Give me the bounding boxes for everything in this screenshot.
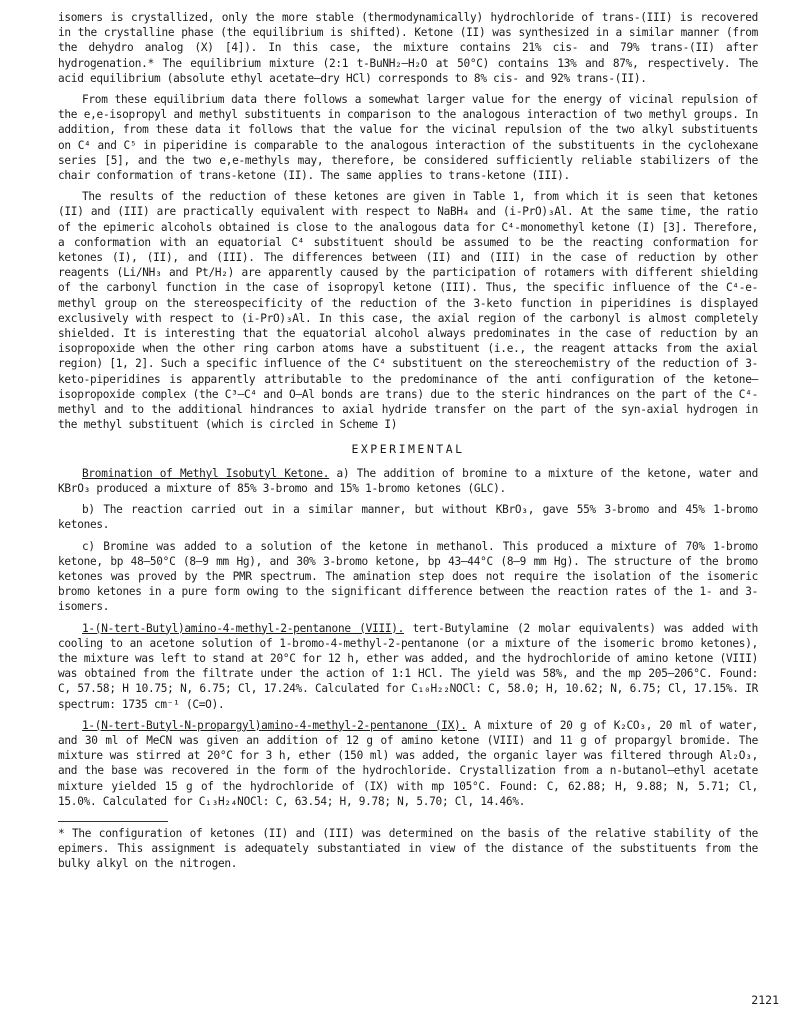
compound-viii-text: tert-Butylamine (2 molar equivalents) was added with cooling to an acetone solution of 1-bromo-4-methyl-2-pentanone (or a mixture of the isomeric bromo ketones), the mixture was left to stand at 20°C for 12 h, ether was added, and the hydrochloride of amino ketone (VIII) was obtained from the filtrate under the action of 1:1 HCl. The yield was 58%, and the mp 205–206°C. Found: C, 57.58; H 10.75; N, 6.75; Cl, 17.24%. Calculated for C₁₀H₂₂NOCl: C, 58.0; H, 10.62; N, 6.75; Cl, 17.15%. IR spectrum: 1735 cm⁻¹ (C=O).	[58, 621, 758, 711]
paragraph-compound-ix	[58, 718, 758, 809]
footnote-text: * The configuration of ketones (II) and (III) was determined on the basis of the relative stability of the epimers. This assignment is adequately substantiated in view of the distance of the substituents from the bulky alkyl on the nitrogen.	[58, 826, 758, 871]
compound-ix-text: A mixture of 20 g of K₂CO₃, 20 ml of water, and 30 ml of MeCN was given an addition of 12 g of amino ketone (VIII) and 11 g of propargyl bromide. The mixture was stirred at 20°C for 3 h, ether (150 ml) was added, the organic layer was filtered through Al₂O₃, and the base was recovered in the form of the hydrochloride. Crystallization from a n-butanol–ethyl acetate mixture yielded 15 g of the hydrochloride of (IX) with mp 105°C. Found: C, 62.88; H, 9.88; N, 5.71; Cl, 15.0%. Calculated for C₁₃H₂₄NOCl: C, 63.54; H, 9.78; N, 5.70; Cl, 14.46%.	[58, 718, 758, 808]
paragraph-equilibrium: isomers is crystallized, only the more stable (thermodynamically) hydrochloride of trans-(III) is recovered in the crystalline phase (the equilibrium is shifted). Ketone (II) was synthesized in a similar manner (from the dehydro analog (X) [4]). In this case, the mixture contains 21% cis- and 79% trans-(II) after hydrogenation.* The equilibrium mixture (2:1 t-BuNH₂–H₂O at 50°C) contains 13% and 87%, respectively. The acid equilibrium (absolute ethyl acetate–dry HCl) corresponds to 8% cis- and 92% trans-(II).	[58, 11, 758, 85]
compound-ix-title: 1-(N-tert-Butyl-N-propargyl)amino-4-methyl-2-pentanone (IX).	[82, 718, 467, 732]
paragraph-bromination-a	[58, 466, 758, 496]
compound-viii-title: 1-(N-tert-Butyl)amino-4-methyl-2-pentanone (VIII).	[82, 621, 405, 635]
paragraph-bromination-b: b) The reaction carried out in a similar manner, but without KBrO₃, gave 55% 3-bromo and 45% 1-bromo ketones.	[58, 503, 758, 532]
paragraph-reduction-results: The results of the reduction of these ketones are given in Table 1, from which it is seen that ketones (II) and (III) are practically equivalent with respect to NaBH₄ and (i-PrO)₃Al. At the same time, the ratio of the epimeric alcohols obtained is close to the analogous data for C⁴-monomethyl ketone (I) [3]. Therefore, a conformation with an equatorial C⁴ substituent should be assumed to be the reacting conformation for ketones (I), (II), and (III). The differences between (II) and (III) in the case of reduction by other reagents (Li/NH₃ and Pt/H₂) are apparently caused by the participation of rotamers with different shielding of the carbonyl function in the case of isopropyl ketone (III). Thus, the specific influence of the C⁴-e-methyl group on the stereospecificity of the reduction of the 3-keto function in piperidines is displayed exclusively with respect to (i-PrO)₃Al. In this case, the axial region of the carbonyl is almost completely shielded. It is interesting that the equatorial alcohol always predominates in the case of reduction by an isopropoxide when the other ring carbon atoms have a substituent (i.e., the reagent attacks from the axial region) [1, 2]. Such a specific influence of the C⁴ substituent on the stereochemistry of the reduction of 3-keto-piperidines is apparently attributable to the predominance of the anti configuration of the ketone–isopropoxide complex (the C³–C⁴ and O–Al bonds are trans) due to the steric hindrances on the part of the C⁴-methyl and to the additional hindrances to axial hydride transfer on the part of the syn-axial hydrogen in the methyl substituent (which is circled in Scheme I)	[58, 190, 758, 432]
bromination-a-text: a) The addition of bromine to a mixture of the ketone, water and KBrO₃ produced a mixture of 85% 3-bromo and 15% 1-bromo ketones (GLC).	[58, 466, 758, 495]
paragraph-compound-viii	[58, 621, 758, 712]
footnote-divider	[58, 821, 168, 822]
section-heading-experimental: EXPERIMENTAL	[351, 442, 465, 457]
page-body	[58, 10, 758, 872]
bromination-title: Bromination of Methyl Isobutyl Ketone.	[82, 466, 330, 480]
paragraph-bromination-c: c) Bromine was added to a solution of the ketone in methanol. This produced a mixture of 70% 1-bromo ketone, bp 48–50°C (8–9 mm Hg), and 30% 3-bromo ketone, bp 43–44°C (8–9 mm Hg). The structure of the bromo ketones was proved by the PMR spectrum. The amination step does not require the isolation of the isomeric bromo ketones in a pure form owing to the significant difference between the reaction rates of the 1- and 3-isomers.	[58, 539, 758, 614]
footnote	[58, 826, 758, 872]
paragraph-vicinal-repulsion: From these equilibrium data there follows a somewhat larger value for the energy of vicinal repulsion of the e,e-isopropyl and methyl substituents in comparison to the analogous interaction of two methyl groups. In addition, from these data it follows that the value for the vicinal repulsion of the two alkyl substituents on C⁴ and C⁵ in piperidine is comparable to the analogous interaction of the substituents in the cyclohexane series [5], and the two e,e-methyls may, therefore, be considered sufficiently reliable stabilizers of the chair conformation of trans-ketone (II). The same applies to trans-ketone (III).	[58, 93, 758, 183]
page-number: 2121	[751, 993, 779, 1007]
